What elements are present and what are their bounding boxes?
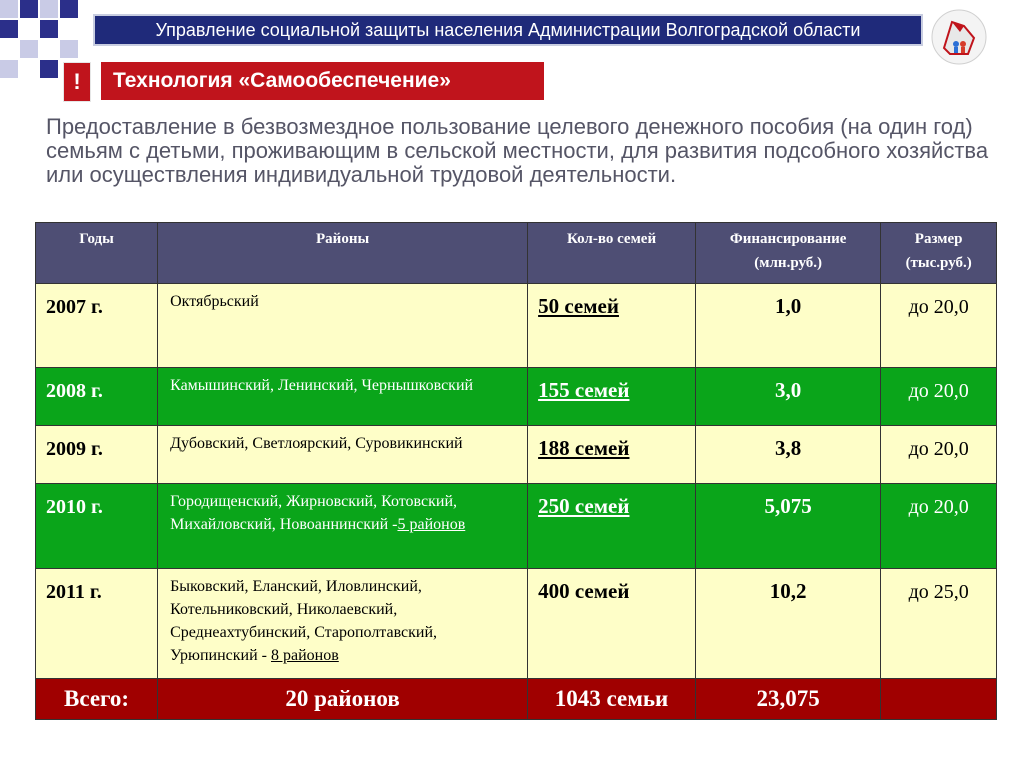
funding-cell: 10,2: [696, 569, 881, 679]
emblem-logo-icon: [930, 8, 988, 66]
header-size: Размер (тыс.руб.): [881, 223, 997, 284]
funding-cell: 3,8: [696, 426, 881, 484]
header-families: Кол-во семей: [528, 223, 696, 284]
funding-cell: 1,0: [696, 284, 881, 368]
size-cell: до 20,0: [881, 284, 997, 368]
total-label: Всего:: [36, 679, 158, 720]
section-title: Технология «Самообеспечение»: [101, 62, 544, 100]
size-cell: до 25,0: [881, 569, 997, 679]
families-cell: 155 семей: [528, 368, 696, 426]
section-marker: !: [63, 62, 91, 102]
districts-cell: Дубовский, Светлоярский, Суровикинский: [158, 426, 528, 484]
table-row: [36, 284, 997, 368]
families-cell: 188 семей: [528, 426, 696, 484]
table-header-row: [36, 223, 997, 284]
table-row: [36, 569, 997, 679]
districts-cell: Быковский, Еланский, Иловлинский, Котельниковский, Николаевский, Среднеахтубинский, Старополтавский, Урюпинский - 8 районов: [158, 569, 528, 679]
districts-cell: Октябрьский: [158, 284, 528, 368]
data-table: [35, 222, 997, 720]
header-districts: Районы: [158, 223, 528, 284]
organization-header: Управление социальной защиты населения Администрации Волгоградской области: [93, 14, 923, 46]
families-cell: 50 семей: [528, 284, 696, 368]
description-text: Предоставление в безвозмездное пользование целевого денежного пособия (на один год) семьям с детьми, проживающим в сельской местности, для развития подсобного хозяйства или осуществления индивидуальной трудовой деятельности.: [46, 114, 989, 187]
districts-cell: Камышинский, Ленинский, Чернышковский: [158, 368, 528, 426]
funding-cell: 5,075: [696, 484, 881, 569]
total-families: 1043 семьи: [528, 679, 696, 720]
total-size: [881, 679, 997, 720]
year-cell: 2008 г.: [36, 368, 158, 426]
funding-cell: 3,0: [696, 368, 881, 426]
table-row: [36, 484, 997, 569]
districts-cell: Городищенский, Жирновский, Котовский, Михайловский, Новоаннинский -5 районов: [158, 484, 528, 569]
year-cell: 2010 г.: [36, 484, 158, 569]
header-years: Годы: [36, 223, 158, 284]
families-cell: 250 семей: [528, 484, 696, 569]
districts-count-link[interactable]: 8 районов: [271, 647, 339, 664]
total-districts: 20 районов: [158, 679, 528, 720]
table-row: [36, 426, 997, 484]
year-cell: 2011 г.: [36, 569, 158, 679]
header-funding: Финансирование (млн.руб.): [696, 223, 881, 284]
size-cell: до 20,0: [881, 484, 997, 569]
year-cell: 2007 г.: [36, 284, 158, 368]
size-cell: до 20,0: [881, 426, 997, 484]
table-row: [36, 368, 997, 426]
year-cell: 2009 г.: [36, 426, 158, 484]
districts-count-link[interactable]: 5 районов: [397, 516, 466, 533]
total-row: [36, 679, 997, 720]
total-funding: 23,075: [696, 679, 881, 720]
size-cell: до 20,0: [881, 368, 997, 426]
families-cell: 400 семей: [528, 569, 696, 679]
